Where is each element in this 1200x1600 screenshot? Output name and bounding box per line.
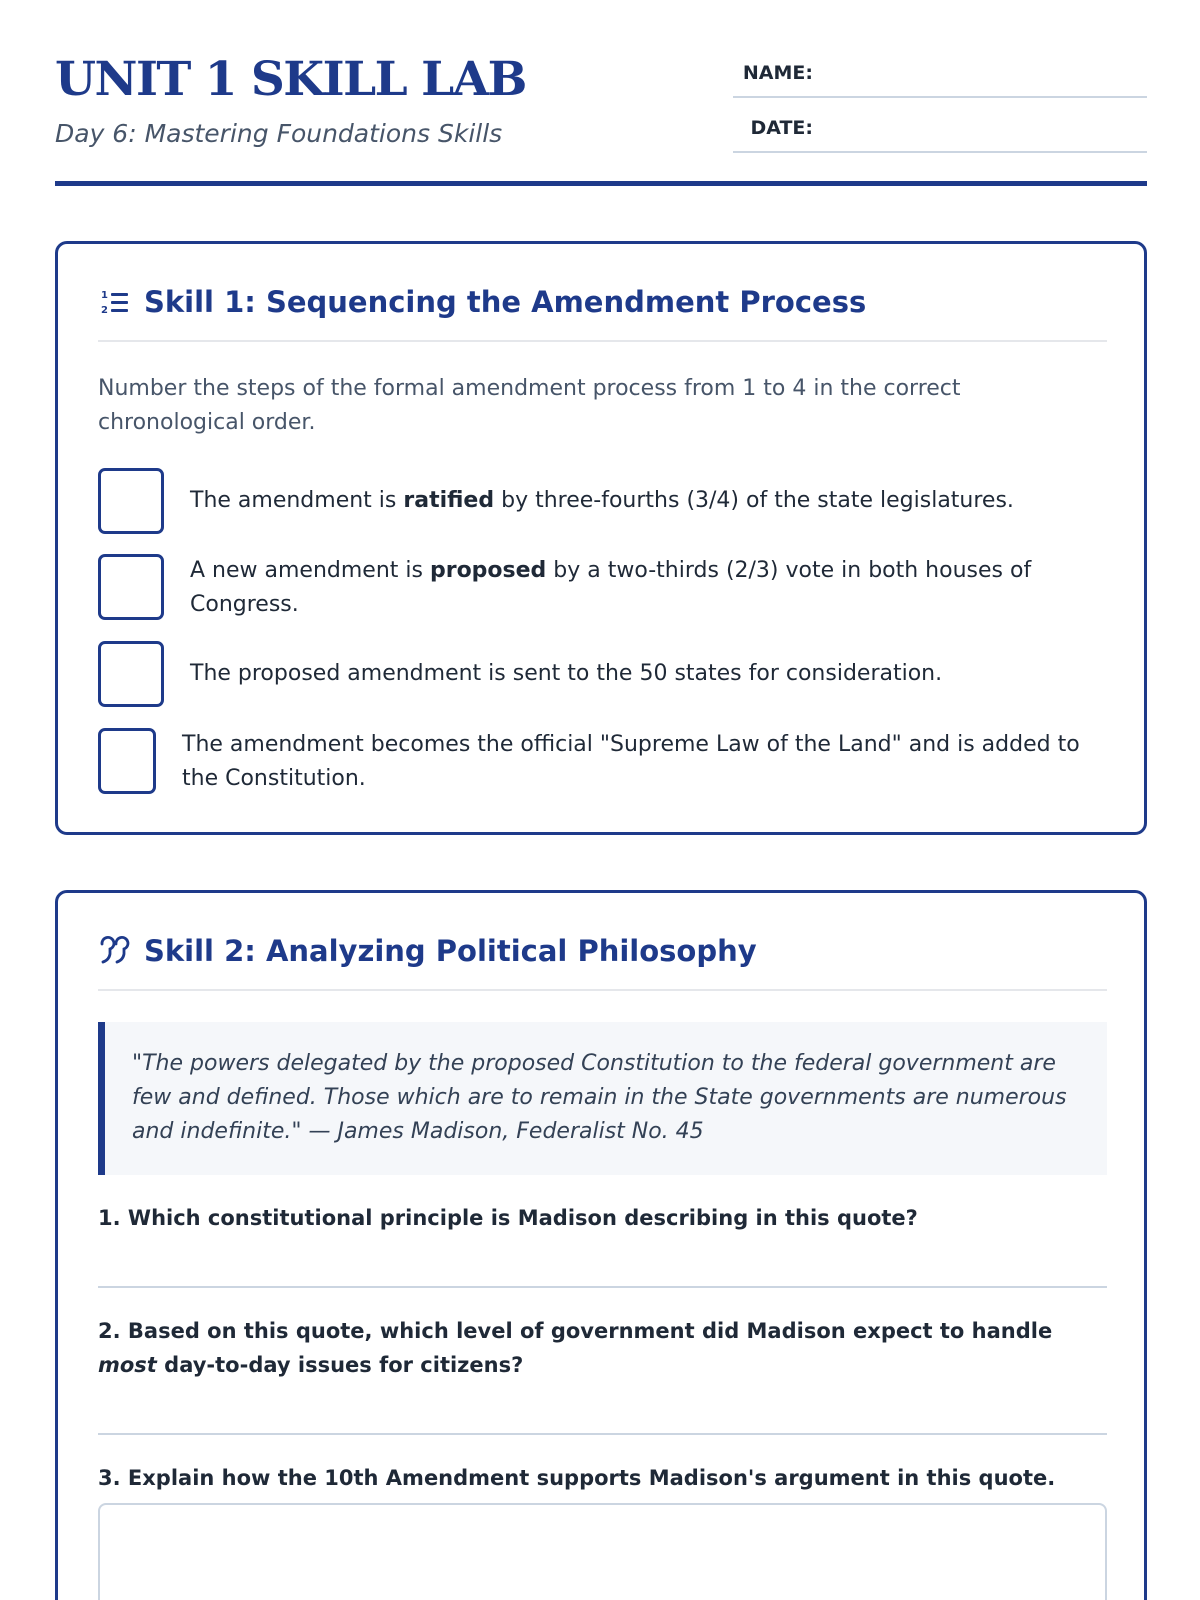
step-number-box[interactable] [98, 554, 164, 620]
step-number-box[interactable] [98, 641, 164, 707]
svg-text:2: 2 [101, 305, 108, 316]
question-3: 3. Explain how the 10th Amendment supports Madison's argument in this quote. [98, 1466, 1056, 1490]
step-number-box[interactable] [98, 728, 156, 794]
numbered-list-icon [98, 286, 130, 320]
question-2: 2. Based on this quote, which level of government did Madison expect to handle most day-to-day issues for citizens? [98, 1319, 1053, 1377]
page-title: UNIT 1 SKILL LAB [55, 52, 526, 107]
skill1-header [98, 286, 1107, 342]
date-label: DATE: [750, 117, 813, 139]
quote-icon [98, 935, 130, 969]
skill1-card [55, 241, 1147, 835]
question-1: 1. Which constitutional principle is Madison describing in this quote? [98, 1206, 918, 1230]
skill2-title: Skill 2: Analyzing Political Philosophy [144, 934, 757, 968]
answer-box-3[interactable] [98, 1503, 1107, 1600]
madison-quote: "The powers delegated by the proposed Constitution to the federal government are few and defined. Those which are to remain in the State governments are numerous and indefinite." — James Madison, Federalist No. 45 [132, 1051, 1067, 1144]
answer-line-2[interactable] [98, 1433, 1107, 1435]
step-number-box[interactable] [98, 468, 164, 534]
step-text: The proposed amendment is sent to the 50 states for consideration. [190, 661, 943, 686]
skill1-instructions: Number the steps of the formal amendment process from 1 to 4 in the correct chronological order. [98, 376, 961, 435]
skill2-header [98, 935, 1107, 991]
date-field[interactable] [733, 113, 1147, 153]
step-text: The amendment becomes the official "Supreme Law of the Land" and is added to the Constitution. [182, 732, 1080, 791]
skill1-title: Skill 1: Sequencing the Amendment Process [144, 285, 867, 319]
answer-line-1[interactable] [98, 1286, 1107, 1288]
step-text: The amendment is ratified by three-fourths (3/4) of the state legislatures. [190, 488, 1014, 513]
worksheet-header [55, 0, 1147, 190]
skill2-card [55, 890, 1147, 1600]
step-text: A new amendment is proposed by a two-thirds (2/3) vote in both houses of Congress. [190, 558, 1032, 617]
quote-block [98, 1022, 1107, 1175]
header-divider [55, 181, 1147, 186]
page-subtitle: Day 6: Mastering Foundations Skills [55, 119, 503, 148]
svg-text:1: 1 [101, 290, 108, 301]
name-field[interactable] [733, 58, 1147, 98]
name-label: NAME: [742, 62, 813, 84]
